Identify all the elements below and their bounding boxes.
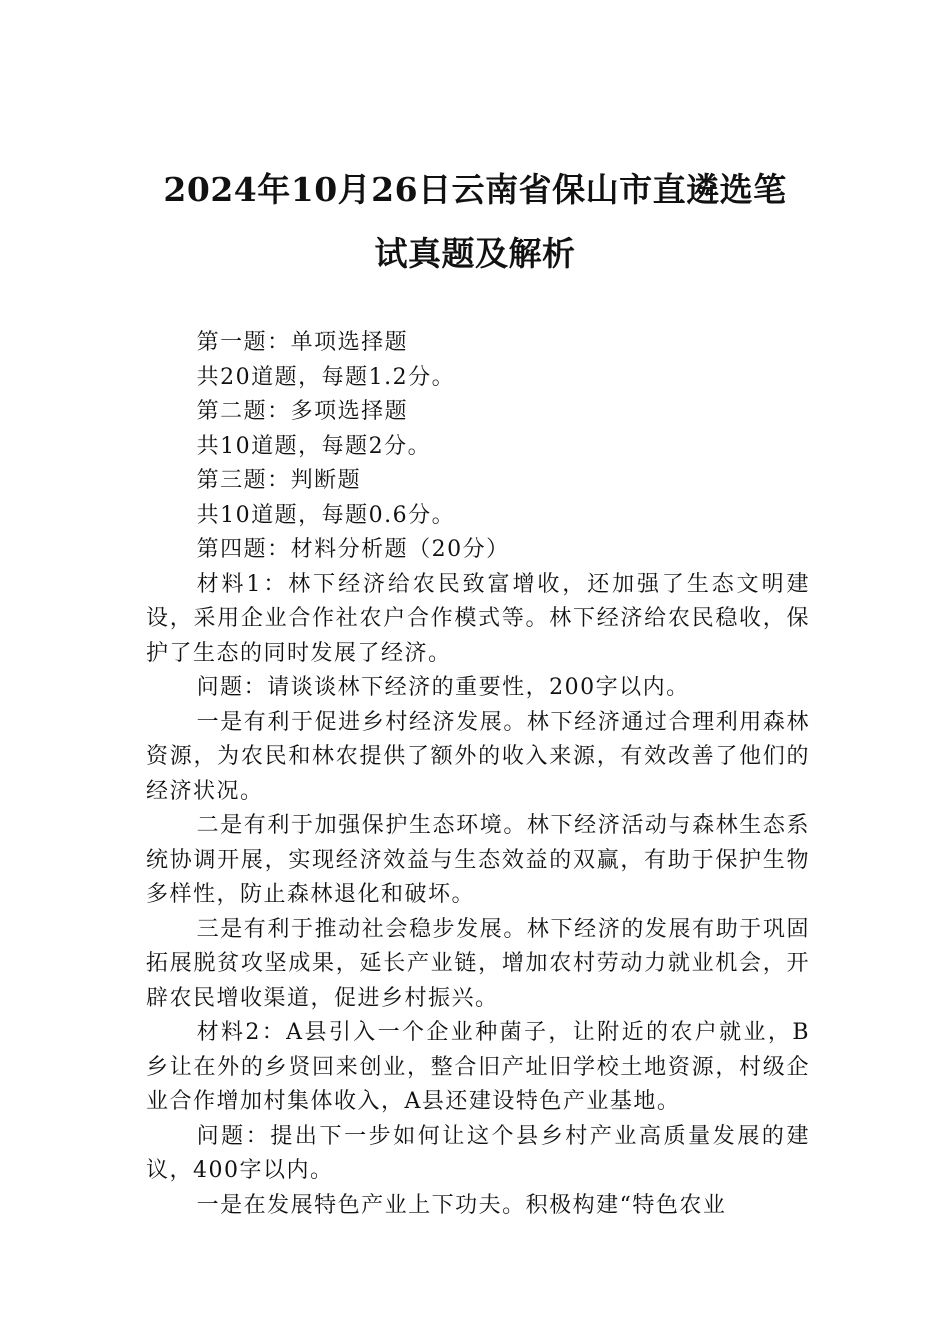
answer-1-point-1: 一是有利于促进乡村经济发展。林下经济通过合理利用森林资源，为农民和林农提供了额外的收入来源，有效改善了他们的经济状况。	[146, 709, 810, 804]
answer-2-point-1: 一是在发展特色产业上下功夫。积极构建“特色农业	[196, 1192, 727, 1218]
answer-1-point-3: 三是有利于推动社会稳步发展。林下经济的发展有助于巩固拓展脱贫攻坚成果，延长产业链，增加农村劳动力就业机会，开辟农民增收渠道，促进乡村振兴。	[146, 916, 810, 1011]
section-note-3: 共10道题，每题0.6分。	[196, 502, 456, 528]
question-2-paragraph: 问题：提出下一步如何让这个县乡村产业高质量发展的建议，400字以内。	[146, 1123, 810, 1183]
document-title	[140, 158, 810, 286]
title-line-1: 2024年10月26日云南省保山市直遴选笔	[163, 170, 787, 209]
answer-1-point-2: 二是有利于加强保护生态环境。林下经济活动与森林生态系统协调开展，实现经济效益与生态效益的双赢，有助于保护生物多样性，防止森林退化和破坏。	[146, 813, 810, 907]
section-heading-4: 第四题：材料分析题（20分）	[196, 537, 510, 562]
section-heading-1: 第一题：单项选择题	[196, 330, 409, 355]
section-note-1: 共20道题，每题1.2分。	[196, 364, 456, 390]
question-1-paragraph: 问题：请谈谈林下经济的重要性，200字以内。	[196, 675, 690, 700]
material-2-paragraph: 材料2：A县引入一个企业种菌子，让附近的农户就业，B乡让在外的乡贤回来创业，整合旧产址旧学校土地资源，村级企业合作增加村集体收入，A县还建设特色产业基地。	[146, 1020, 810, 1114]
section-heading-3: 第三题：判断题	[196, 468, 362, 493]
document-body	[146, 326, 810, 1223]
section-heading-2: 第二题：多项选择题	[196, 399, 409, 424]
section-note-2: 共10道题，每题2分。	[196, 433, 432, 459]
title-line-2: 试真题及解析	[374, 234, 576, 273]
material-1-paragraph: 材料1：林下经济给农民致富增收，还加强了生态文明建设，采用企业合作社农户合作模式等。林下经济给农民稳收，保护了生态的同时发展了经济。	[146, 571, 810, 666]
